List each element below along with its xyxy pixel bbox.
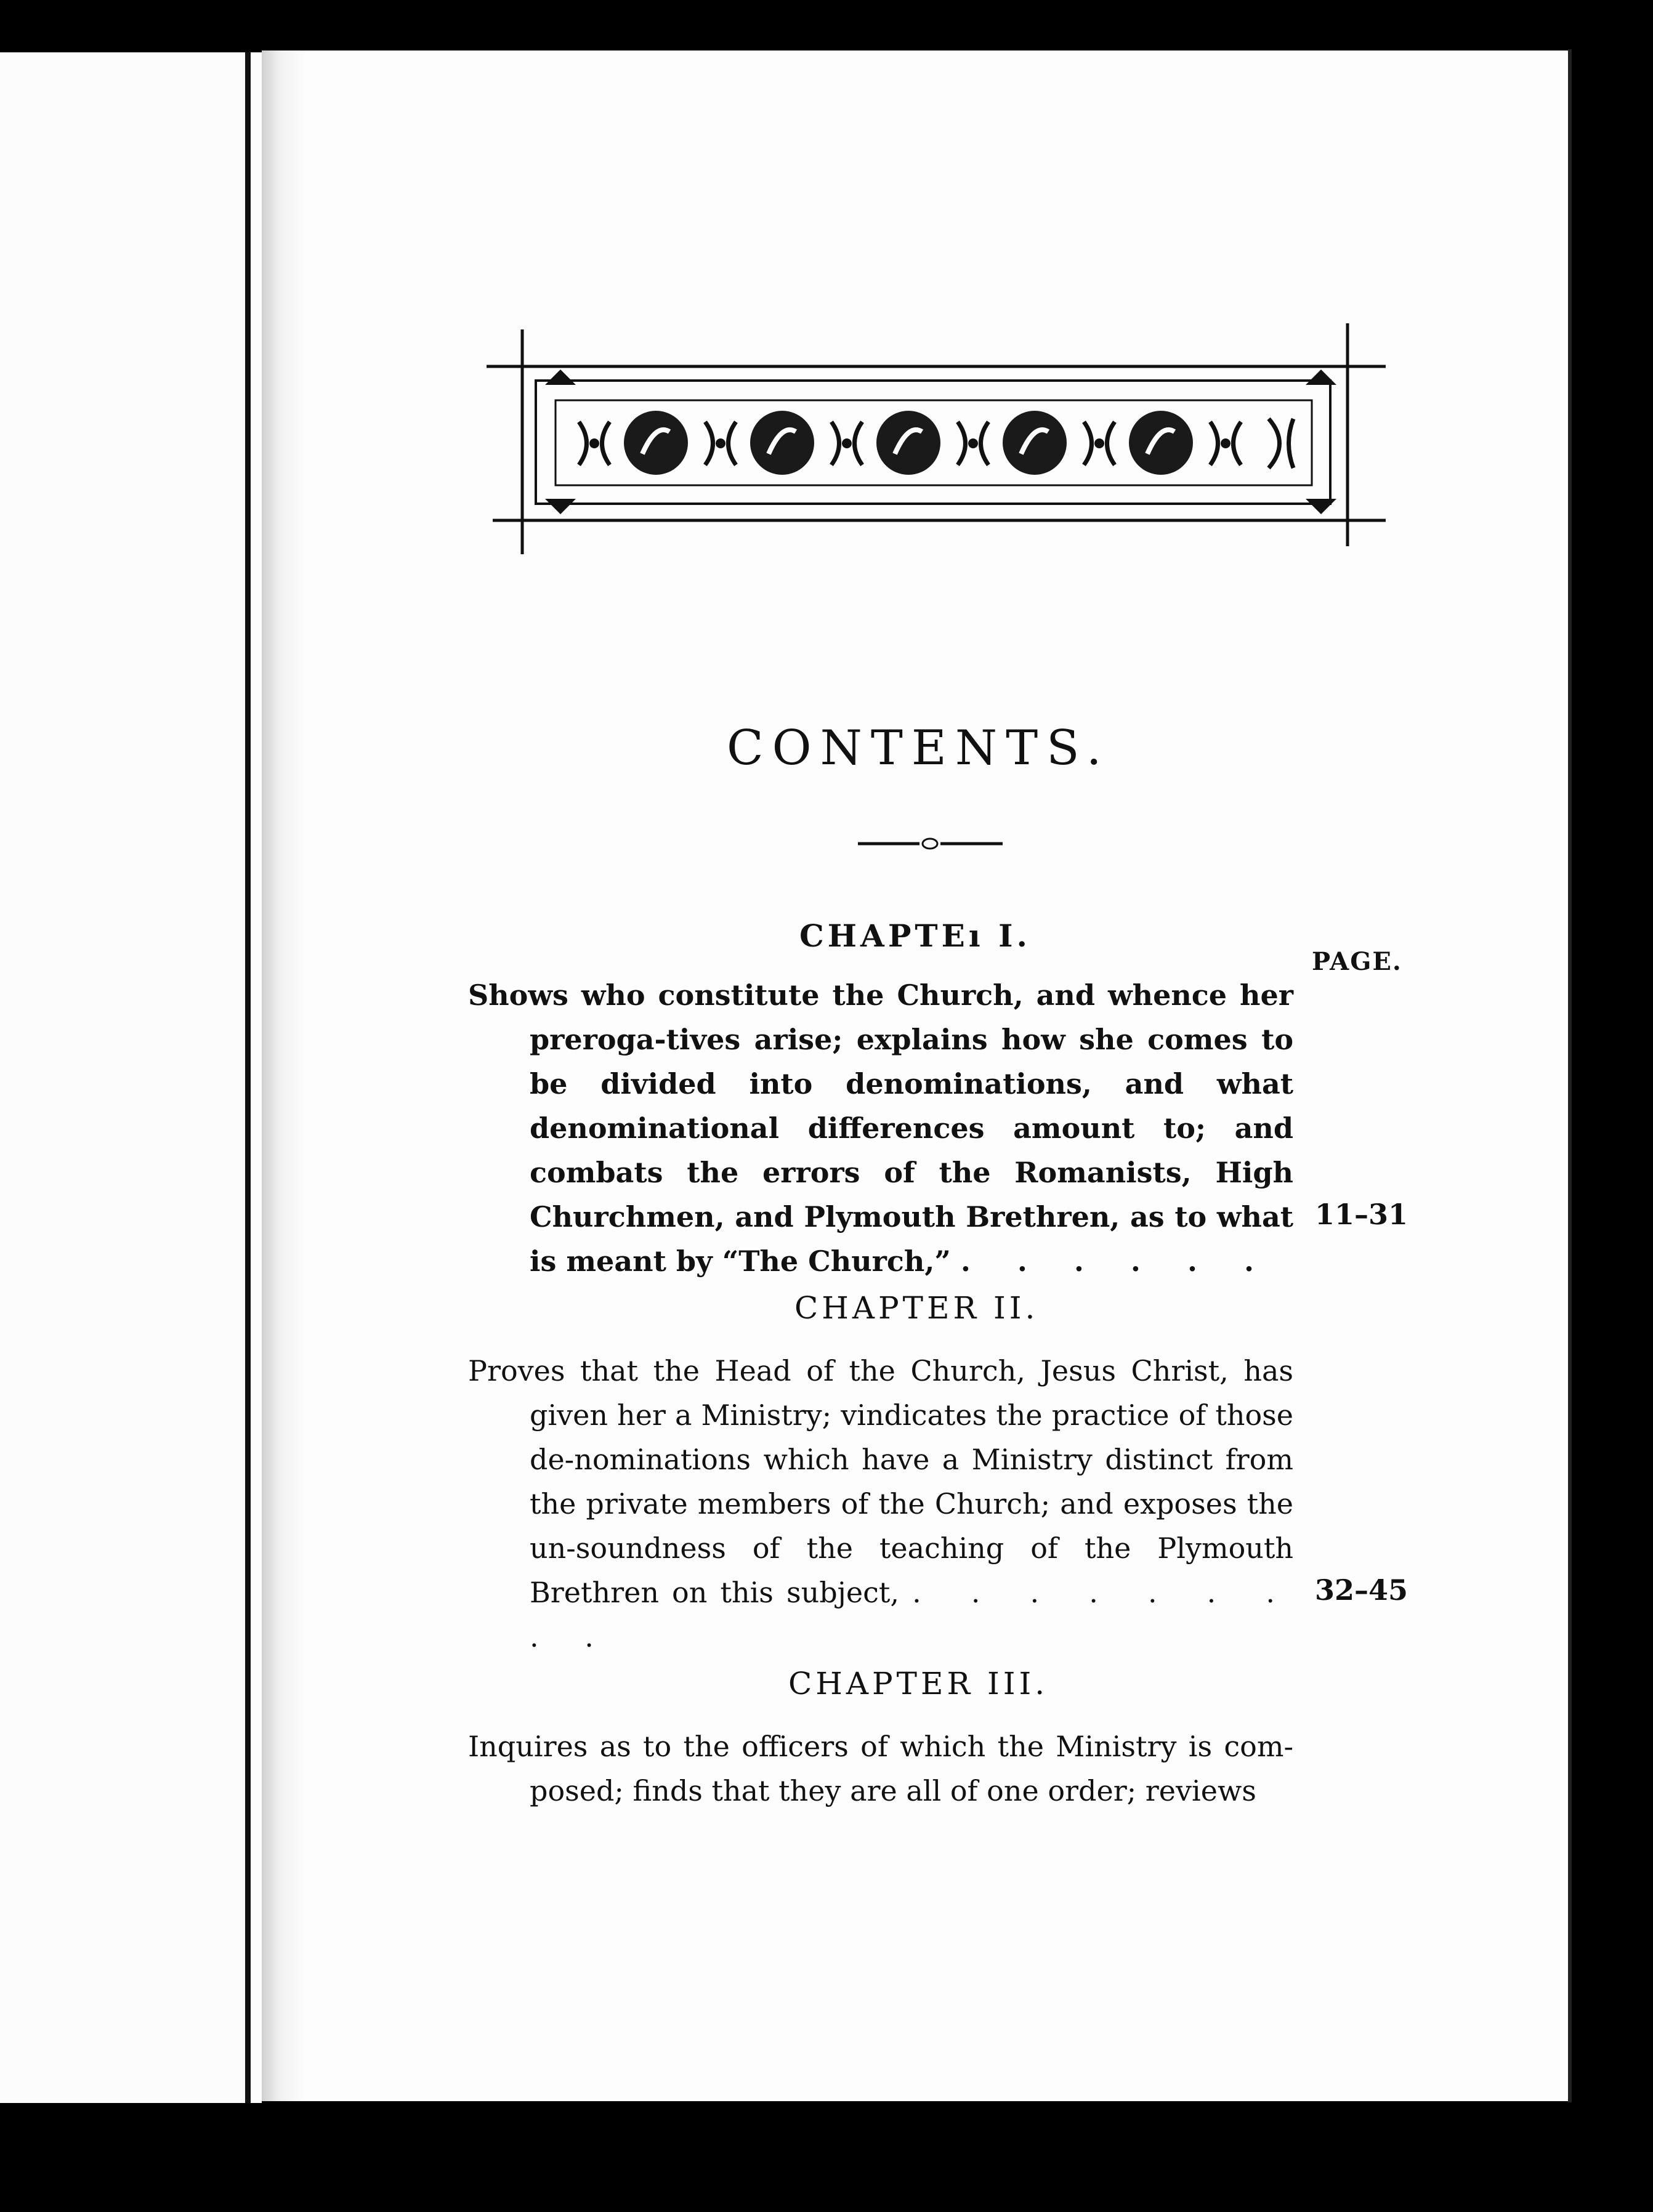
- dot-leaders: . . . . . .: [960, 1245, 1273, 1278]
- chapter-summary: [468, 1349, 1293, 1659]
- chapter-summary-text: Inquires as to the officers of which the Ministry is com-posed; finds that they are all of one order; reviews: [468, 1730, 1293, 1807]
- chapter-title: CHAPTER II.: [794, 1290, 1039, 1326]
- spine-edge: [245, 52, 251, 2103]
- chapter-summary: [468, 973, 1293, 1283]
- chapter-summary-text: Shows who constitute the Church, and whence her preroga-tives arise; explains how she comes to be divided into denominations, and what denominational differences amount to; and combats the errors of the Romanists, High Churchmen, and Plymouth Brethren, as to what is meant by “The Church,”: [468, 979, 1293, 1278]
- dot-leaders: . . . . . . . . .: [530, 1576, 1293, 1653]
- left-page-blank: [0, 52, 262, 2103]
- chapter-summary-text: Proves that the Head of the Church, Jesus Christ, has given her a Ministry; vindicates the practice of those de-nominations which have a Ministry distinct from the private members of the Church; and exposes the un-soundness of the teaching of the Plymouth Brethren on this subject,: [468, 1354, 1293, 1609]
- chapter-title: CHAPTER III.: [788, 1666, 1049, 1701]
- page-title: CONTENTS.: [727, 721, 1110, 776]
- chapter-summary: [468, 1724, 1293, 1813]
- page-edge: [1568, 49, 1572, 2102]
- title-flourish-rule: [858, 834, 1003, 853]
- page-range: 11–31: [1315, 1198, 1408, 1231]
- page-range: 32–45: [1315, 1573, 1408, 1607]
- chapter-title: CHAPTEı I.: [799, 918, 1031, 954]
- page-column-label: PAGE.: [1312, 947, 1402, 976]
- gutter-shadow: [262, 50, 305, 2101]
- ornamental-headpiece: [487, 317, 1398, 557]
